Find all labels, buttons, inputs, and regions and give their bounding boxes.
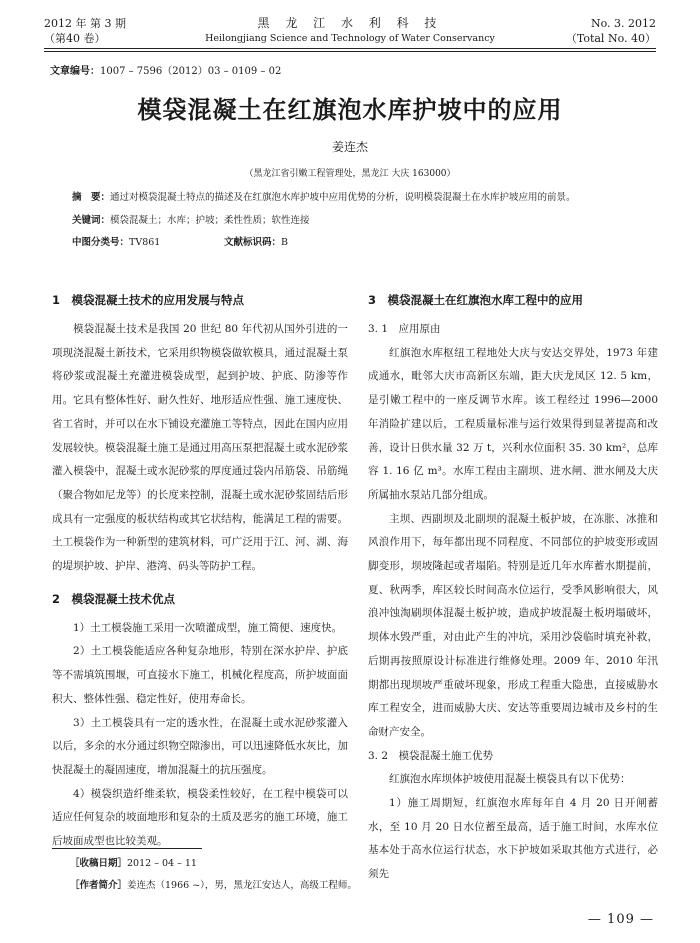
paragraph: 1）土工模袋施工采用一次喷灌成型，施工简便、速度快。: [73, 621, 343, 634]
footnote-rule: [52, 848, 202, 849]
author-bio-text: 姜连杰（1966 ~），男，黑龙江安达人，高级工程师。: [127, 880, 357, 891]
section-heading-3: 3 模袋混凝土在红旗泡水库工程中的应用: [368, 293, 583, 307]
right-column: [368, 288, 658, 887]
abstract-label: 摘 要：: [72, 192, 111, 203]
article-id-label: 文章编号：: [50, 66, 100, 77]
author-affiliation: （黑龙江省引嫩工程管理处，黑龙江 大庆 163000）: [244, 169, 456, 179]
page-number: — 109 —: [587, 912, 654, 927]
paragraph: 红旗泡水库坝体护坡使用混凝土模袋具有以下优势：: [389, 773, 631, 786]
running-header-number: [566, 16, 656, 46]
subsection-heading-3-1: 3. 1 应用原由: [368, 323, 441, 335]
paragraph: 2）土工模袋能适应各种复杂地形，特别在深水护岸、护底等不需填筑围堰，可直接水下施工，机械化程度高，所护坡面面积大、整体性强、稳定性好，使用寿命长。: [52, 645, 348, 705]
volume-line: （第40 卷）: [44, 32, 106, 45]
left-column: [52, 288, 348, 854]
doc-code-value: B: [281, 237, 288, 248]
keywords-text: 模袋混凝土；水库；护坡；柔性性质；软性连接: [110, 215, 310, 226]
clc-number: [72, 236, 224, 250]
abstract-text: 通过对模袋混凝土特点的描述及在红旗泡水库护坡中应用优势的分析，说明模袋混凝土在水库护坡应用的前景。: [110, 192, 576, 203]
running-header-journal: [150, 16, 550, 46]
subsection-heading-3-2: 3. 2 模袋混凝土施工优势: [368, 749, 494, 762]
issue-line: 2012 年 第 3 期: [44, 17, 126, 30]
keywords: [72, 214, 640, 228]
author-name: 姜连杰: [331, 140, 368, 154]
received-label: ［收稿日期］: [70, 858, 128, 869]
paragraph: 3）土工模袋具有一定的透水性，在混凝土或水泥砂浆灌入以后，多余的水分通过织物空隙渗出，可以迅速降低水灰比，加快混凝土的凝固速度，增加混凝土的抗压强度。: [52, 716, 348, 776]
paragraph: 1）施工周期短，红旗泡水库每年自 4 月 20 日开闸蓄水，至 10 月 20 日水位蓄至最高，适于施工时间，水库水位基本处于高水位运行状态，水下护坡如采取其他方式进行，必须先: [368, 797, 658, 881]
footnote-author-bio: [70, 877, 357, 891]
paragraph: 模袋混凝土技术是我国 20 世纪 80 年代初从国外引进的一项现浇混凝土新技术，它采用织物模袋做软模具，通过混凝土泵将砂浆或混凝土充灌进模袋成型，起到护坡、护底、防渗等作用。它具有整体性好、耐久性好、地形适应性强、施工速度快、省工省时，并可以在水下铺设充灌施工等特点，因此在国内应用发展较快。模袋混凝土施工是通过用高压泵把混凝土或水泥砂浆灌入模袋中，混凝土或水泥砂浆的厚度通过袋内吊筋袋、吊筋绳（聚合物如尼龙等）的长度来控制，混凝土或水泥砂浆固结后形成具有一定强度的板状结构或其它状结构，能满足工程的需要。土工模袋作为一种新型的建筑材料，可广泛用于江、河、湖、海的堤坝护坡、护岸、港湾、码头等防护工程。: [52, 323, 348, 573]
paragraph: 红旗泡水库枢纽工程地处大庆与安达交界处，1973 年建成通水，毗邻大庆市高新区东端，距大庆龙凤区 12. 5 km，是引嫩工程中的一座反调节水库。该工程经过 1996—2000 年消险扩建以后，工程质量标准与运行效果得到显著提高和改善，设计日供水量 32 万 t，兴利水位面积 35. 30 km²，总库容 1. 16 亿 m³。水库工程由主副坝、进水闸、泄水闸及大庆所属抽水泵站几部分组成。: [368, 346, 658, 501]
journal-name-zh: 黑 龙 江 水 利 科 技: [257, 16, 443, 30]
total-number-line: （Total No. 40）: [565, 32, 656, 45]
header-rule-thick: [44, 48, 656, 49]
journal-name-en: Heilongjiang Science and Technology of Water Conservancy: [205, 33, 495, 44]
article-id: [50, 62, 281, 77]
article-id-value: 1007 – 7596（2012）03 – 0109 – 02: [100, 66, 282, 77]
section-heading-2: 2 模袋混凝土技术优点: [52, 591, 176, 606]
section-heading-1: 1 模袋混凝土技术的应用发展与特点: [52, 293, 244, 307]
doc-code-label: 文献标识码：: [224, 237, 282, 248]
author-bio-label: ［作者简介］: [70, 880, 128, 891]
abstract: [72, 191, 640, 205]
footnote-received: [70, 855, 197, 869]
received-date: 2012 – 04 – 11: [127, 858, 197, 869]
running-header-issue: [44, 16, 126, 46]
header-rule-thin: [44, 51, 656, 52]
classification-line: [72, 236, 640, 250]
keywords-label: 关键词：: [72, 215, 111, 226]
paper-title: 模袋混凝土在红旗泡水库护坡中的应用: [137, 96, 563, 124]
paragraph: 4）模袋织造纤维柔软，模袋柔性较好，在工程中模袋可以适应任何复杂的坡面地形和复杂的土质及恶劣的施工环境，施工后坡面成型也比较美观。: [52, 787, 348, 848]
paragraph: 主坝、西副坝及北副坝的混凝土板护坡，在冻胀、冰推和风浪作用下，每年都出现不同程度、不同部位的护坡变形或固脚变形，坝坡隆起或者塌陷。特别是近几年水库蓄水期提前，夏、秋两季，库区较长时间高水位运行，受季风影响很大，风浪冲蚀淘刷坝体混凝土板护坡，造成护坡混凝土板坍塌破坏，坝体水毁严重，对由此产生的冲坑，采用沙袋临时填充补救，后期再按照原设计标准进行维修处理。2009 年、2010 年汛期都出现坝坡严重破坏现象，形成工程重大隐患，直接威胁水库工程安全，进而威胁大庆、安达等重要周边城市及乡村的生命财产安全。: [368, 512, 658, 738]
clc-value: TV861: [129, 237, 161, 248]
number-line: No. 3. 2012: [590, 17, 656, 30]
clc-label: 中图分类号：: [72, 237, 130, 248]
